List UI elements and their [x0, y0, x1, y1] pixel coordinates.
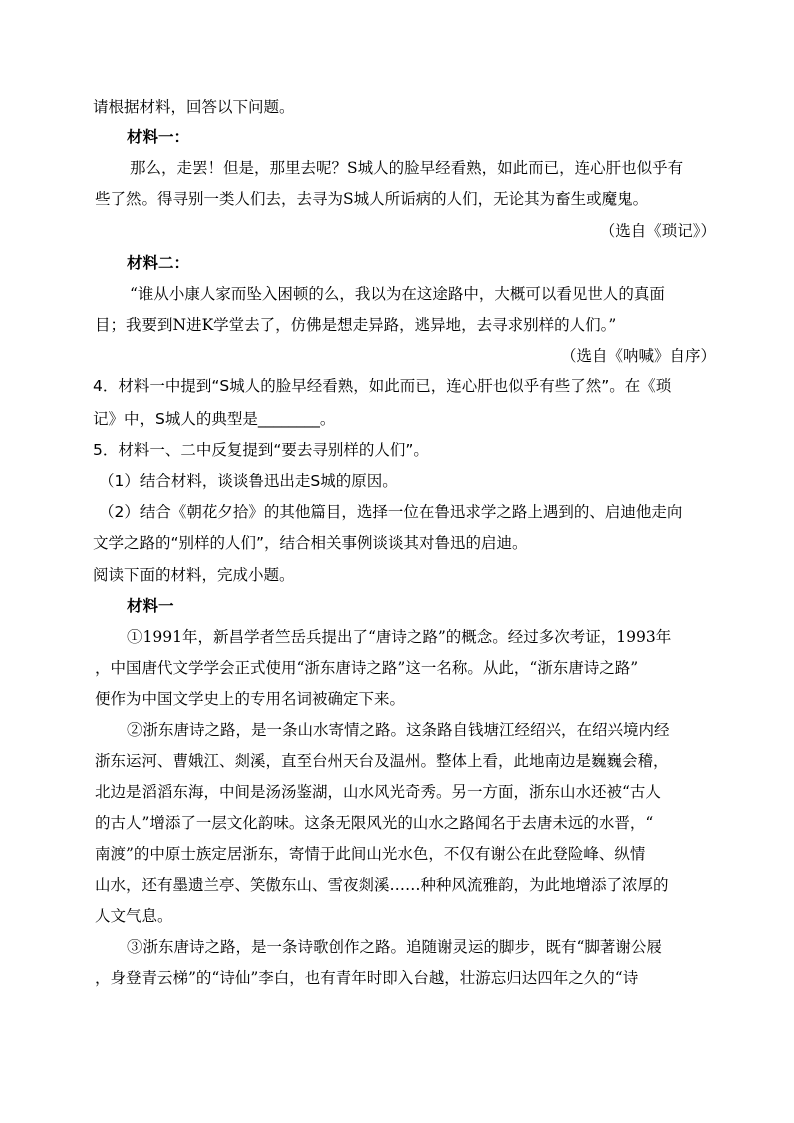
question-5-part-1: （1）结合材料，谈谈鲁迅出走S城的原因。 [99, 472, 398, 490]
paragraph-1-line: 便作为中国文学史上的专用名词被确定下来。 [95, 690, 406, 708]
intro-text: 请根据材料，回答以下问题。 [93, 98, 295, 116]
paragraph-2-line: 人文气息。 [95, 907, 173, 925]
paragraph-1-line: ①1991年，新昌学者竺岳兵提出了“唐诗之路”的概念。经过多次考证，1993年 [127, 628, 672, 646]
question-4-line: 4．材料一中提到“S城人的脸早经看熟，如此而已，连心肝也似乎有些了然”。在《琐 [93, 377, 672, 395]
material-1-line: 那么，走罢！但是，那里去呢？S城人的脸早经看熟，如此而已，连心肝也似乎有 [130, 159, 684, 177]
question-5-part-2-line: 文学之路的“别样的人们”，结合相关事例谈谈其对鲁迅的启迪。 [93, 534, 528, 552]
paragraph-3-line: ③浙东唐诗之路，是一条诗歌创作之路。追随谢灵运的脚步，既有“脚著谢公屐 [127, 938, 662, 956]
paragraph-1-line: ，中国唐代文学学会正式使用“浙东唐诗之路”这一名称。从此，“浙东唐诗之路” [95, 659, 639, 677]
paragraph-2-line: 浙东运河、曹娥江、剡溪，直至台州天台及温州。整体上看，此地南边是巍巍会稽， [95, 752, 669, 770]
paragraph-2-line: 山水，还有墨遗兰亭、笑傲东山、雪夜剡溪……种种风流雅韵，为此地增添了浓厚的 [95, 876, 669, 894]
question-4-line: 记》中，S城人的典型是________。 [93, 410, 336, 428]
material-1-heading: 材料一： [127, 127, 190, 146]
paragraph-2-line: ②浙东唐诗之路，是一条山水寄情之路。这条路自钱塘江经绍兴，在绍兴境内经 [127, 721, 670, 739]
material-2-heading: 材料二： [127, 253, 190, 272]
question-5-part-2-line: （2）结合《朝花夕拾》的其他篇目，选择一位在鲁迅求学之路上遇到的、启迪他走向 [99, 503, 683, 521]
paragraph-3-line: ，身登青云梯”的“诗仙”李白，也有青年时即入台越，壮游忘归达四年之久的“诗 [95, 969, 639, 987]
paragraph-2-line: 南渡”的中原士族定居浙东，寄情于此间山光水色，不仅有谢公在此登险峰、纵情 [95, 845, 646, 863]
reading-instruction: 阅读下面的材料，完成小题。 [93, 566, 295, 584]
material-1-source: （选自《琐记》） [599, 222, 716, 240]
material-2-line: 目；我要到N进K学堂去了，仿佛是想走异路，逃异地，去寻求别样的人们。” [95, 316, 617, 334]
material-3-heading: 材料一 [127, 596, 174, 615]
material-1-line: 些了然。得寻别一类人们去，去寻为S城人所诟病的人们，无论其为畜生或魔鬼。 [95, 190, 649, 208]
material-2-source: （选自《呐喊》自序） [560, 347, 716, 365]
paragraph-2-line: 北边是滔滔东海，中间是汤汤鉴湖，山水风光奇秀。另一方面，浙东山水还被“古人 [95, 783, 661, 801]
material-2-line: “谁从小康人家而坠入困顿的么，我以为在这途路中，大概可以看见世人的真面 [130, 285, 665, 303]
question-5-text: 5．材料一、二中反复提到“要去寻别样的人们”。 [93, 441, 429, 459]
paragraph-2-line: 的古人”增添了一层文化韵味。这条无限风光的山水之路闻名于去唐未远的水晋，“ [95, 814, 654, 832]
